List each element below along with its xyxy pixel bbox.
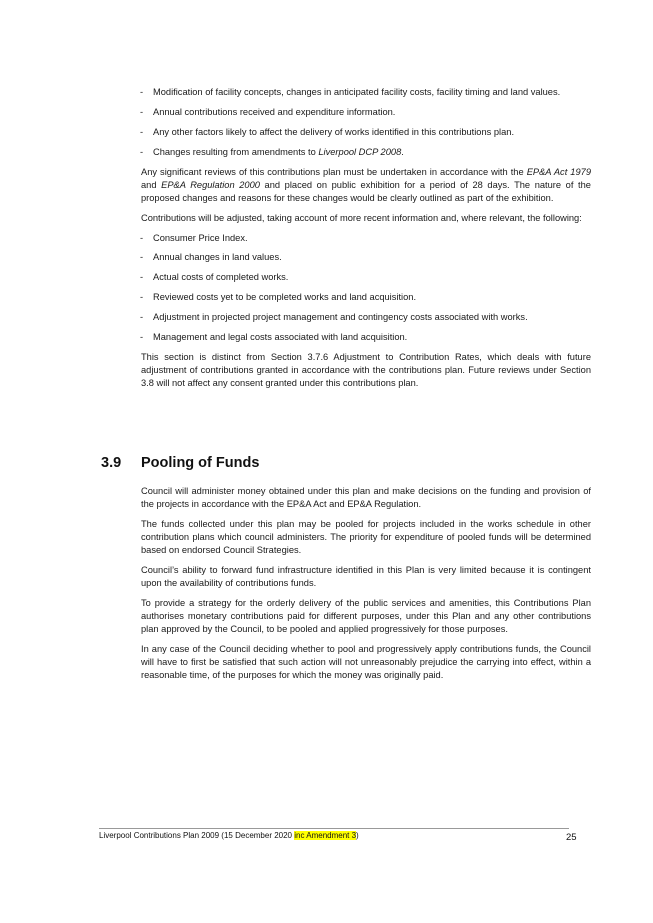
pooling-paragraph: Council will administer money obtained under this plan and make decisions on the funding and provision of the projects in accordance with the EP&A Act and EP&A Regulation. (141, 486, 591, 509)
footer-title-text: Liverpool Contributions Plan 2009 (15 December 2020 (99, 831, 295, 840)
pooling-paragraph: Council’s ability to forward fund infrastructure identified in this Plan is very limited because it is contingent upon the availability of contributions funds. (141, 565, 591, 588)
bullet-item: - Any other factors likely to affect the delivery of works identified in this contributions plan. (141, 126, 591, 139)
bullet-text: Changes resulting from amendments to (153, 146, 319, 157)
bullet-item: - Management and legal costs associated with land acquisition. (141, 331, 591, 344)
pooling-paragraph: To provide a strategy for the orderly delivery of the public services and amenities, this Contributions Plan authorises monetary contributions paid for different purposes, under this Plan and any other contributions plan approved by the Council, to be pooled and applied progressively for those purposes. (141, 598, 591, 634)
section-title: Pooling of Funds (141, 455, 260, 471)
review-text-1: Any significant reviews of this contributions plan must be undertaken in accordance with the (141, 166, 527, 177)
review-paragraph (141, 166, 591, 205)
bullet-text-end: . (401, 146, 404, 157)
review-text-3: and placed on public exhibition for a period of 28 days. The nature of the proposed changes and reasons for these changes would be clearly outlined as part of the exhibition. (141, 179, 591, 203)
act-reference: EP&A Act 1979 (526, 166, 591, 177)
section-heading (101, 455, 259, 471)
footer-divider (99, 828, 569, 829)
adjust-paragraph: Contributions will be adjusted, taking account of more recent information and, where relevant, the following: (141, 212, 582, 223)
bullet-item: - Annual contributions received and expenditure information. (141, 106, 591, 119)
bullet-item-amendments (141, 146, 591, 159)
pooling-paragraph: In any case of the Council deciding whether to pool and progressively apply contributions funds, the Council will have to first be satisfied that such action will not unreasonably prejudice the carrying into effect, within a reasonable time, of the purposes for which the money was originally paid. (141, 644, 591, 680)
dcp-reference: Liverpool DCP 2008 (318, 146, 402, 157)
bullet-item: - Consumer Price Index. (141, 232, 591, 245)
review-text-2: and (141, 179, 162, 190)
section-number: 3.9 (101, 455, 122, 471)
page-number: 25 (566, 832, 577, 843)
footer-close-paren: ) (356, 831, 359, 840)
regulation-reference: EP&A Regulation 2000 (161, 179, 260, 190)
bullet-item: - Reviewed costs yet to be completed works and land acquisition. (141, 291, 591, 304)
pooling-section-body (141, 485, 591, 689)
bullet-item: - Annual changes in land values. (141, 251, 591, 264)
review-section-body (141, 86, 591, 397)
bullet-item: - Actual costs of completed works. (141, 271, 591, 284)
footer-highlight: inc Amendment 3 (294, 831, 357, 840)
bullet-item: - Adjustment in projected project management and contingency costs associated with works. (141, 311, 591, 324)
footer-document-title (99, 831, 359, 841)
distinct-paragraph: This section is distinct from Section 3.7.6 Adjustment to Contribution Rates, which deals with future adjustment of contributions granted in accordance with the contributions plan. Future reviews under Section 3.8 will not affect any consent granted under this contributions plan. (141, 351, 591, 388)
bullet-item: - Modification of facility concepts, changes in anticipated facility costs, facility timing and land values. (141, 86, 591, 99)
pooling-paragraph: The funds collected under this plan may be pooled for projects included in the works schedule in other contribution plans which council administers. The priority for expenditure of pooled funds will be determined based on endorsed Council Strategies. (141, 519, 591, 555)
